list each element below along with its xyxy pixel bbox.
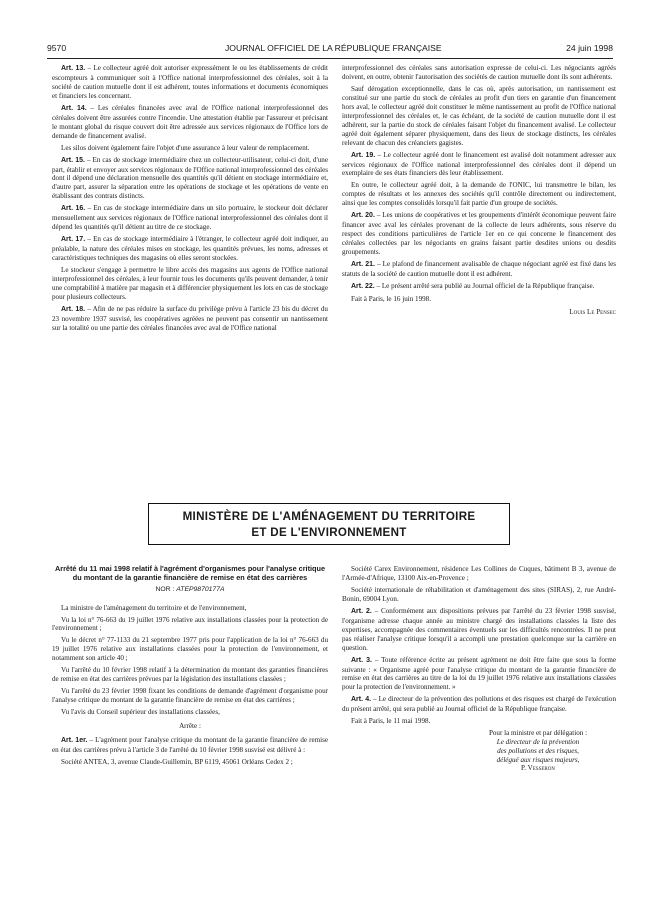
- signature-line-2: Le directeur de la prévention: [496, 738, 580, 747]
- paragraph-text: – Conformément aux dispositions prévues par l'arrêté du 23 février 1998 susvisé, l'organisme adresse chaque année au ministre chargé des installations classées la liste des expertises, accompagnée des commentaires éventuels sur les difficultés rencontrées. Il ne peut pas réaliser l'analyse critique lorsqu'il a accompli une prestation quelconque sur la carrière en question.: [342, 606, 616, 652]
- minister-signature: Louis Le Pensec: [569, 307, 616, 316]
- paragraph-text: Société ANTEA, 3, avenue Claude-Guillemin, BP 6119, 45061 Orléans Cedex 2 ;: [61, 757, 293, 766]
- article-paragraph: [342, 695, 616, 714]
- paragraph: [342, 181, 616, 208]
- article-label: Art. 1er.: [61, 736, 88, 744]
- paragraph: [342, 586, 616, 604]
- top-left-column: [52, 64, 328, 336]
- signature-name: P. Vesseron: [521, 764, 555, 773]
- paragraph: [52, 636, 328, 663]
- paragraph-text: Sauf dérogation exceptionnelle, dans le cas où, après autorisation, un nantissement est constitué sur une partie du stock de céréales au profit d'un tiers en garantie d'un financement hors aval, le collecteur agréé doit constituer le même nantissement au profit de l'Office national interprofessionnel des céréales et, le cas échéant, de la société de caution mutuelle dont il est adhérent, sur la partie du stock de céréales faisant l'objet du financement avalisé. Le collecteur agréé doit également séparer physiquement, dans des lieux de stockage distincts, les céréales relevant de chacun des créanciers gagistes.: [342, 84, 616, 147]
- ministry-heading-box: [148, 503, 510, 545]
- paragraph: [52, 687, 328, 705]
- paragraph: [52, 708, 328, 717]
- paragraph: [52, 144, 328, 153]
- paragraph: [52, 616, 328, 634]
- article-paragraph: [342, 260, 616, 279]
- paragraph: [342, 85, 616, 148]
- article-label: Art. 18.: [61, 305, 86, 313]
- article-paragraph: [52, 305, 328, 333]
- paragraph-text: Vu l'arrêté du 10 février 1998 relatif à la détermination du montant des garanties financières de remise en état des carrières prévues par la législation des installations classées ;: [52, 666, 328, 684]
- paragraph: [52, 604, 328, 613]
- paragraph-text: Société Carex Environnement, résidence Les Collines de Cuques, bâtiment B 3, avenue de l'Armée-d'Afrique, 13100 Aix-en-Provence ;: [342, 565, 616, 582]
- decree-signature: [342, 729, 616, 773]
- article-label: Art. 22.: [351, 282, 375, 290]
- article-label: Art. 3.: [351, 656, 372, 664]
- paragraph: [52, 758, 328, 767]
- nor-reference: [52, 586, 328, 595]
- article-paragraph: [342, 151, 616, 179]
- article-paragraph: [342, 656, 616, 693]
- paragraph-text: – En cas de stockage intermédiaire chez un collecteur-utilisateur, celui-ci doit, d'une part, établir et envoyer aux services régionaux de l'Office national interprofessionnel des céréales dont il dépend une déclaration mensuelle des quantités qu'il détient en stockage intermédiaire et, d'autre part, assurer la séparation entre les opérations de stockage et les opérations de vente en établissant des contrats distincts.: [52, 155, 329, 201]
- bottom-right-column: [342, 565, 616, 776]
- article-label: Art. 19.: [351, 151, 376, 159]
- article-paragraph: [52, 736, 328, 755]
- paragraph-text: – Toute référence écrite au présent agrément ne doit être faite que sous la forme suivante : « Organisme agréé pour l'analyse critique du montant de la garantie financière de remise en état des carrières au titre de la loi du 19 juillet 1976 relative aux installations classées pour la protection de l'environnement. »: [342, 655, 616, 692]
- paragraph-text: – En cas de stockage intermédiaire à l'étranger, le collecteur agréé doit indiquer, au préalable, la nature des céréales mises en stockage, les quantités prévues, les noms, adresses et caractéristiques techniques des magasins où elles seront stockées.: [52, 235, 328, 263]
- article-label: Art. 15.: [61, 156, 85, 164]
- decree-articles-left: [52, 736, 328, 767]
- article-paragraph: [342, 282, 616, 292]
- paragraph-text: Les silos doivent également faire l'objet d'une assurance à leur valeur de remplacement.: [61, 143, 310, 152]
- paragraph-text: En outre, le collecteur agréé doit, à la demande de l'ONIC, lui transmettre le bilan, les comptes de résultats et les annexes des sociétés qu'il contrôle directement ou indirectement, ainsi que les comptes consolidés lorsqu'il fait partie d'un groupe de sociétés.: [342, 181, 616, 208]
- top-right-column: [342, 64, 616, 320]
- arrete-label: Arrête :: [179, 722, 201, 731]
- paragraph-text: – L'agrément pour l'analyse critique du montant de la garantie financière de remise en état des carrières prévu à l'article 3 de l'arrêté du 10 février 1998 susvisé est délivré à :: [52, 735, 328, 754]
- nor-code: ATEP9870177A: [176, 585, 225, 593]
- page-number: 9570: [47, 43, 67, 53]
- journal-title: JOURNAL OFFICIEL DE LA RÉPUBLIQUE FRANÇAISE: [225, 43, 442, 53]
- issue-date: 24 juin 1998: [566, 43, 613, 53]
- signature-line-1: Pour la ministre et par délégation :: [488, 729, 588, 738]
- article-label: Art. 2.: [351, 607, 372, 615]
- paragraph-text: – Le collecteur agréé doit autoriser expressément le ou les établissements de crédit escompteurs à communiquer soit à l'Office national interprofessionnel des céréales, soit à la société de caution mutuelle dont il est adhérent, toutes informations et documents économiques et financiers les concernant.: [52, 64, 328, 100]
- article-label: Art. 16.: [61, 205, 86, 213]
- signature-line-4: délégué aux risques majeurs,: [496, 755, 580, 764]
- article-label: Art. 20.: [351, 212, 375, 220]
- article-paragraph: [52, 156, 328, 202]
- signature-line-3: des pollutions et des risques,: [497, 746, 579, 755]
- paragraph-text: – Le présent arrêté sera publié au Journal officiel de la République française.: [376, 281, 595, 290]
- nor-label: NOR :: [155, 585, 175, 593]
- paragraph: [52, 666, 328, 684]
- header-rule: [47, 58, 613, 59]
- paragraph-text: – Afin de ne pas réduire la surface du privilège prévu à l'article 23 bis du décret du 23 novembre 1937 susvisé, les coopératives agréées ne peuvent pas consentir un nantissement sur la totalité ou une partie des céréales financées avec aval de l'Office national: [52, 304, 328, 332]
- bottom-left-column: [52, 565, 328, 770]
- paragraph-text: – Le directeur de la prévention des pollutions et des risques est chargé de l'exécution du présent arrêté, qui sera publié au Journal officiel de la République française.: [342, 695, 616, 714]
- article-paragraph: [52, 235, 328, 263]
- paragraph-text: interprofessionnel des céréales sans autorisation expresse de celui-ci. Les négociants agréés doivent, en outre, obtenir l'autorisation des sociétés de caution mutuelle dont ils sont adhérents.: [342, 64, 616, 81]
- paragraph-text: Vu le décret n° 77-1133 du 21 septembre 1977 pris pour l'application de la loi n° 76-663 du 19 juillet 1976 relative aux installations classées pour la protection de l'environnement, et notamment son article 40 ;: [52, 636, 328, 663]
- paragraph-text: Vu la loi n° 76-663 du 19 juillet 1976 relative aux installations classées pour la protection de l'environnement ;: [52, 615, 328, 633]
- paragraph: [342, 565, 616, 583]
- paragraph-text: Société internationale de réhabilitation et d'aménagement des sites (SIRAS), 2, rue André-Bonin, 69004 Lyon.: [342, 585, 616, 603]
- decree-title: Arrêté du 11 mai 1998 relatif à l'agrément d'organismes pour l'analyse critique du montant de la garantie financière de remise en état des carrières: [54, 564, 326, 582]
- paragraph: [342, 64, 616, 82]
- signature-date: Fait à Paris, le 16 juin 1998.: [351, 294, 431, 303]
- article-label: Art. 17.: [61, 236, 86, 244]
- article-label: Art. 21.: [351, 261, 376, 269]
- article-paragraph: [342, 607, 616, 653]
- article-label: Art. 14.: [61, 104, 87, 112]
- decree-date: Fait à Paris, le 11 mai 1998.: [351, 717, 431, 726]
- paragraph-text: Le stockeur s'engage à permettre le libre accès des magasins aux agents de l'Office national interprofessionnel des céréales, à leur fournir tous les documents qu'ils peuvent demander, à tenir une comptabilité à matière par magasin et à différencier physiquement les lots en cas de stockage pour plusieurs collecteurs.: [52, 266, 328, 301]
- article-label: Art. 4.: [351, 696, 372, 704]
- paragraph-text: La ministre de l'aménagement du territoire et de l'environnement,: [61, 603, 247, 612]
- decree-articles-right: [342, 565, 616, 714]
- page-header: [47, 43, 613, 57]
- paragraph-text: Vu l'arrêté du 23 février 1998 fixant les conditions de demande d'agrément d'organisme pour l'analyse critique du montant de la garantie financière de remise en état des carrières ;: [52, 687, 328, 705]
- article-label: Art. 13.: [61, 65, 86, 72]
- paragraph-text: – Le plafond de financement avalisable de chaque négociant agréé est fixé dans les statuts de la société de caution mutuelle dont il est adhérent.: [342, 260, 617, 279]
- paragraph-text: – Le collecteur agréé dont le financement est avalisé doit notamment adresser aux services régionaux de l'Office national interprofessionnel des céréales dont il dépend un exemplaire de ses états financiers dès leur établissement.: [342, 150, 617, 178]
- paragraph: [52, 266, 328, 302]
- paragraph-text: – En cas de stockage intermédiaire dans un silo portuaire, le stockeur doit déclarer mensuellement aux services régionaux de l'Office national interprofessionnel des céréales dont il dépend les quantités qu'il détient au titre de ce stockage.: [52, 204, 329, 232]
- article-paragraph: [52, 104, 328, 141]
- ministry-line-1: MINISTÈRE DE L'AMÉNAGEMENT DU TERRITOIRE: [182, 510, 476, 523]
- paragraph-text: – Les céréales financées avec aval de l'Office national interprofessionnel des céréales doivent être assurées contre l'incendie. Une attestation établie par l'assureur et précisant le montant global du risque couvert doit être adressée aux services régionaux de l'Office lors de demande de financement avalisé.: [52, 103, 329, 140]
- decree-preamble: [52, 604, 328, 717]
- article-paragraph: [342, 211, 616, 257]
- paragraph-text: – Les unions de coopératives et les groupements d'intérêt économique peuvent faire financer avec aval les céréales provenant de la collecte de leurs adhérents, sous réserve du respect des conditions particulières de l'article 1er en ce qui concerne le financement des céréales collectées par les négociants en grains faisant partie desdites unions ou desdits groupements.: [342, 211, 616, 257]
- paragraph-text: Vu l'avis du Conseil supérieur des installations classées,: [61, 708, 220, 717]
- ministry-line-2: ET DE L'ENVIRONNEMENT: [251, 525, 407, 539]
- article-paragraph: [52, 204, 328, 232]
- article-paragraph: [52, 64, 328, 101]
